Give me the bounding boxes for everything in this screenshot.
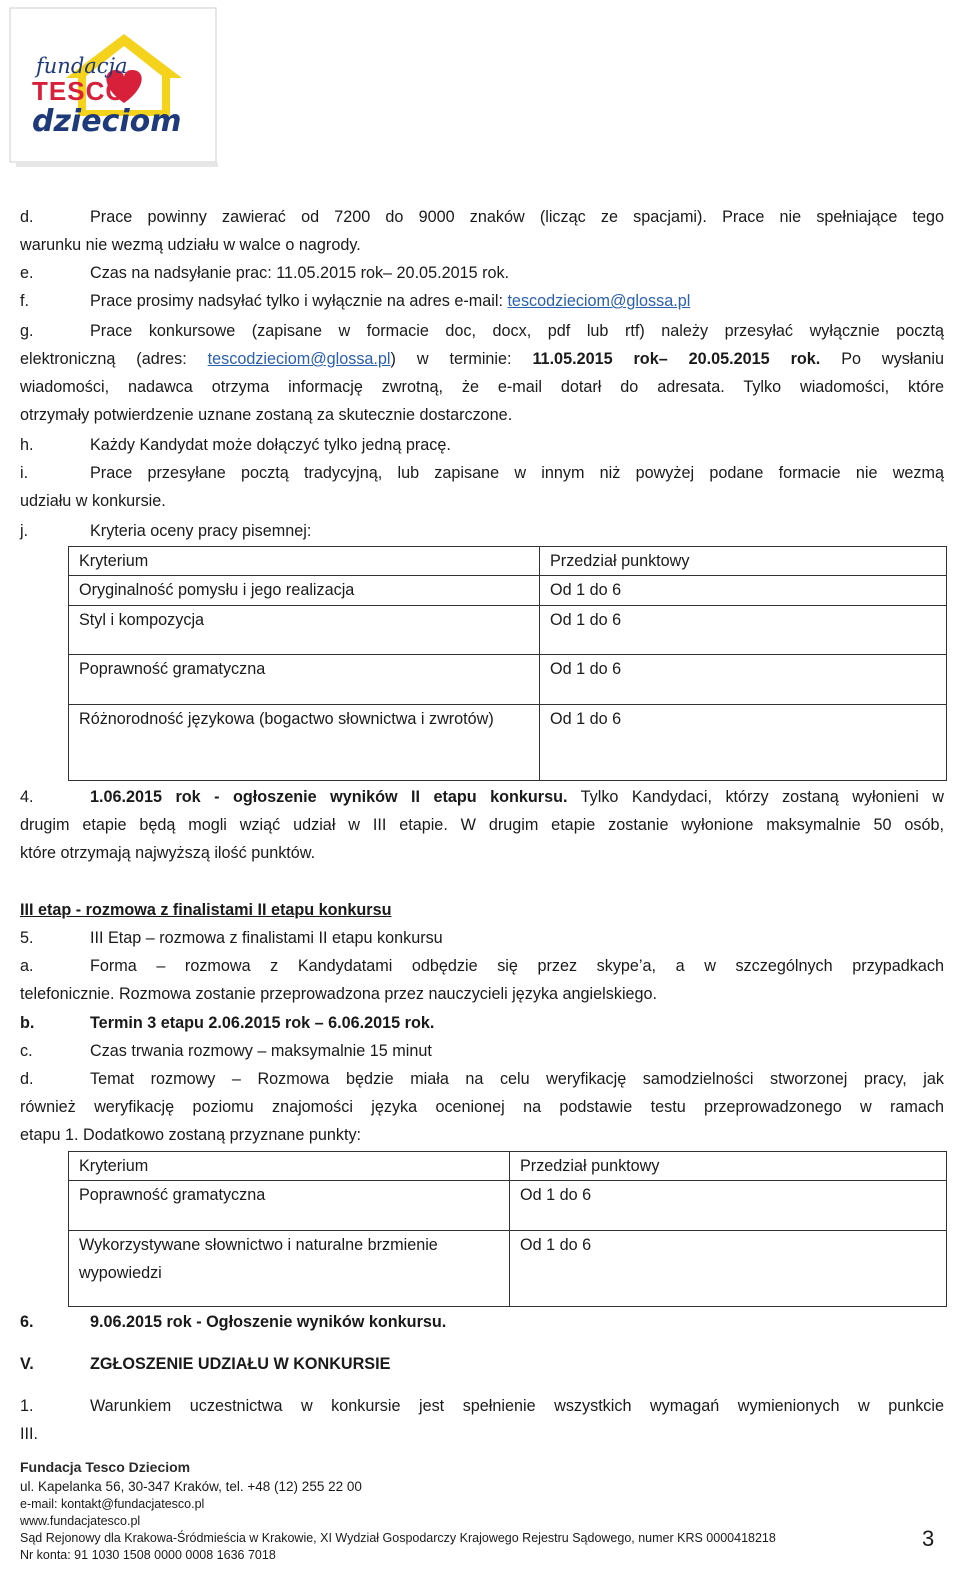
table-row	[69, 606, 947, 655]
para-g-marker: g.	[20, 322, 34, 340]
para-d-marker: d.	[20, 208, 34, 226]
para-g-text2c: Po wysłaniu	[820, 350, 944, 368]
para-g-line4: otrzymały potwierdzenie uznane zostaną za skutecznie dostarczone.	[20, 406, 513, 424]
section-v	[20, 1350, 944, 1378]
item-5a-text1: Forma – rozmowa z Kandydatami odbędzie się przez skype’a, a w szczególnych przypadkach	[90, 957, 944, 975]
item-5d-text1: Temat rozmowy – Rozmowa będzie miała na celu weryfikację samodzielności stworzonej pracy, jak	[90, 1070, 944, 1088]
para-i-line1	[20, 459, 944, 487]
para-h-marker: h.	[20, 436, 34, 454]
para-g-text2b: ) w terminie:	[390, 350, 533, 368]
table-row	[69, 655, 947, 705]
table-cell: Od 1 do 6	[510, 1231, 947, 1307]
email-link-2[interactable]: tescodzieciom@glossa.pl	[207, 350, 391, 368]
para-j	[20, 517, 944, 545]
para-f	[20, 287, 944, 315]
item-5c	[20, 1037, 944, 1065]
table-row	[69, 1231, 947, 1307]
item-5d-line1	[20, 1065, 944, 1093]
footer-org: Fundacja Tesco Dzieciom	[20, 1459, 191, 1475]
item-6-text: 9.06.2015 rok - Ogłoszenie wyników konkursu.	[90, 1313, 447, 1331]
item-5b	[20, 1009, 944, 1037]
table-header-row	[69, 1152, 947, 1181]
para-g-line2	[20, 345, 944, 373]
table-cell: Poprawność gramatyczna	[69, 1181, 510, 1231]
footer-www[interactable]: www.fundacjatesco.pl	[20, 1514, 141, 1528]
logo-text-fundacja: fundacja	[36, 54, 128, 78]
table-header-cell: Przedział punktowy	[510, 1152, 947, 1181]
para-i-text1: Prace przesyłane pocztą tradycyjną, lub zapisane w innym niż powyżej podane formacie nie wezmą	[90, 464, 944, 482]
item-5a-marker: a.	[20, 957, 34, 975]
para-d-text: Prace powinny zawierać od 7200 do 9000 znaków (licząc ze spacjami). Prace nie spełniające tego	[90, 208, 944, 226]
item-4-line2: drugim etapie będą mogli wziąć udział w III etapie. W drugim etapie zostanie wyłonione maksymalnie 50 osób,	[20, 816, 944, 834]
email-link[interactable]: tescodzieciom@glossa.pl	[507, 292, 691, 310]
para-g-text2a: elektroniczną (adres:	[20, 350, 208, 368]
item-1-line2: III.	[20, 1425, 38, 1443]
item-5c-text: Czas trwania rozmowy – maksymalnie 15 minut	[90, 1042, 432, 1060]
table-cell: Od 1 do 6	[540, 606, 947, 655]
table-row	[69, 1181, 947, 1231]
item-4-line1	[20, 783, 944, 811]
item-4-text1: Tylko Kandydaci, którzy zostaną wyłonieni w	[567, 788, 944, 806]
para-e	[20, 259, 944, 287]
table-cell: Od 1 do 6	[540, 705, 947, 781]
para-j-marker: j.	[20, 522, 29, 540]
table-header-cell: Kryterium	[69, 1152, 510, 1181]
para-g-dates: 11.05.2015 rok– 20.05.2015 rok.	[532, 350, 821, 368]
para-d-line2: warunku nie wezmą udziału w walce o nagrody.	[20, 236, 361, 254]
footer-email[interactable]: e-mail: kontakt@fundacjatesco.pl	[20, 1497, 205, 1511]
criteria-table-2	[68, 1151, 947, 1307]
para-i-marker: i.	[20, 464, 29, 482]
item-1-text: Warunkiem uczestnictwa w konkursie jest spełnienie wszystkich wymagań wymienionych w punkcie	[90, 1397, 944, 1415]
item-5b-text: Termin 3 etapu 2.06.2015 rok – 6.06.2015 rok.	[90, 1014, 435, 1032]
table-cell: Oryginalność pomysłu i jego realizacja	[69, 576, 540, 606]
item-5-marker: 5.	[20, 929, 34, 947]
item-5a-line1	[20, 952, 944, 980]
table-cell: Od 1 do 6	[540, 576, 947, 606]
logo-text-tesco: TESCO	[32, 76, 127, 106]
section-v-title: ZGŁOSZENIE UDZIAŁU W KONKURSIE	[90, 1355, 391, 1373]
page-number: 3	[922, 1526, 935, 1551]
para-d-line1	[20, 203, 944, 231]
table-row	[69, 576, 947, 606]
table-header-cell: Przedział punktowy	[540, 547, 947, 576]
table-cell: Wykorzystywane słownictwo i naturalne brzmienie wypowiedzi	[69, 1231, 510, 1307]
footer-court: Sąd Rejonowy dla Krakowa-Śródmieścia w Krakowie, XI Wydział Gospodarczy Krajowego Rejestru Sądowego, numer KRS 0000418218	[20, 1531, 776, 1545]
item-6-marker: 6.	[20, 1313, 34, 1331]
footer-account: Nr konta: 91 1030 1508 0000 0008 1636 7018	[20, 1548, 276, 1562]
para-f-marker: f.	[20, 292, 29, 310]
logo-text-dzieciom: dzieciom	[32, 104, 182, 139]
item-6	[20, 1308, 944, 1336]
item-1-marker: 1.	[20, 1397, 34, 1415]
item-4-bold: 1.06.2015 rok - ogłoszenie wyników II etapu konkursu.	[90, 788, 568, 806]
para-h	[20, 431, 944, 459]
para-i-line2: udziału w konkursie.	[20, 492, 166, 510]
item-5b-marker: b.	[20, 1014, 35, 1032]
table-header-cell: Kryterium	[69, 547, 540, 576]
item-5d-line3: etapu 1. Dodatkowo zostaną przyznane punkty:	[20, 1126, 362, 1144]
criteria-table-1	[68, 546, 947, 781]
para-g-text1: Prace konkursowe (zapisane w formacie doc, docx, pdf lub rtf) należy przesyłać wyłącznie pocztą	[90, 322, 944, 340]
stage-3-heading: III etap - rozmowa z finalistami II etapu konkursu	[20, 901, 392, 919]
para-e-text: Czas na nadsyłanie prac: 11.05.2015 rok– 20.05.2015 rok.	[90, 264, 510, 282]
item-5c-marker: c.	[20, 1042, 33, 1060]
para-f-text: Prace prosimy nadsyłać tylko i wyłącznie na adres e-mail:	[90, 292, 508, 310]
table-cell: Różnorodność językowa (bogactwo słownictwa i zwrotów)	[69, 705, 540, 781]
logo	[6, 4, 220, 168]
para-e-marker: e.	[20, 264, 34, 282]
item-5d-marker: d.	[20, 1070, 34, 1088]
item-5d-line2: również weryfikację poziomu znajomości języka ocenionej na podstawie testu przeprowadzonego w ramach	[20, 1098, 944, 1116]
table-cell: Od 1 do 6	[540, 655, 947, 705]
para-j-text: Kryteria oceny pracy pisemnej:	[90, 522, 312, 540]
table-cell: Styl i kompozycja	[69, 606, 540, 655]
para-h-text: Każdy Kandydat może dołączyć tylko jedną pracę.	[90, 436, 451, 454]
table-cell: Od 1 do 6	[510, 1181, 947, 1231]
section-v-marker: V.	[20, 1355, 34, 1373]
table-row	[69, 705, 947, 781]
para-g-line3: wiadomości, nadawca otrzyma informację zwrotną, że e-mail dotarł do adresata. Tylko wiadomości, które	[20, 378, 944, 396]
para-g-line1	[20, 317, 944, 345]
item-4-marker: 4.	[20, 788, 34, 806]
footer-address: ul. Kapelanka 56, 30-347 Kraków, tel. +48 (12) 255 22 00	[20, 1479, 362, 1494]
table-header-row	[69, 547, 947, 576]
item-5a-line2: telefonicznie. Rozmowa zostanie przeprowadzona przez nauczycieli języka angielskiego.	[20, 985, 658, 1003]
item-5-text: III Etap – rozmowa z finalistami II etapu konkursu	[90, 929, 443, 947]
item-4-line3: które otrzymają najwyższą ilość punktów.	[20, 844, 316, 862]
table-cell: Poprawność gramatyczna	[69, 655, 540, 705]
item-1-line1	[20, 1392, 944, 1420]
item-5	[20, 924, 944, 952]
